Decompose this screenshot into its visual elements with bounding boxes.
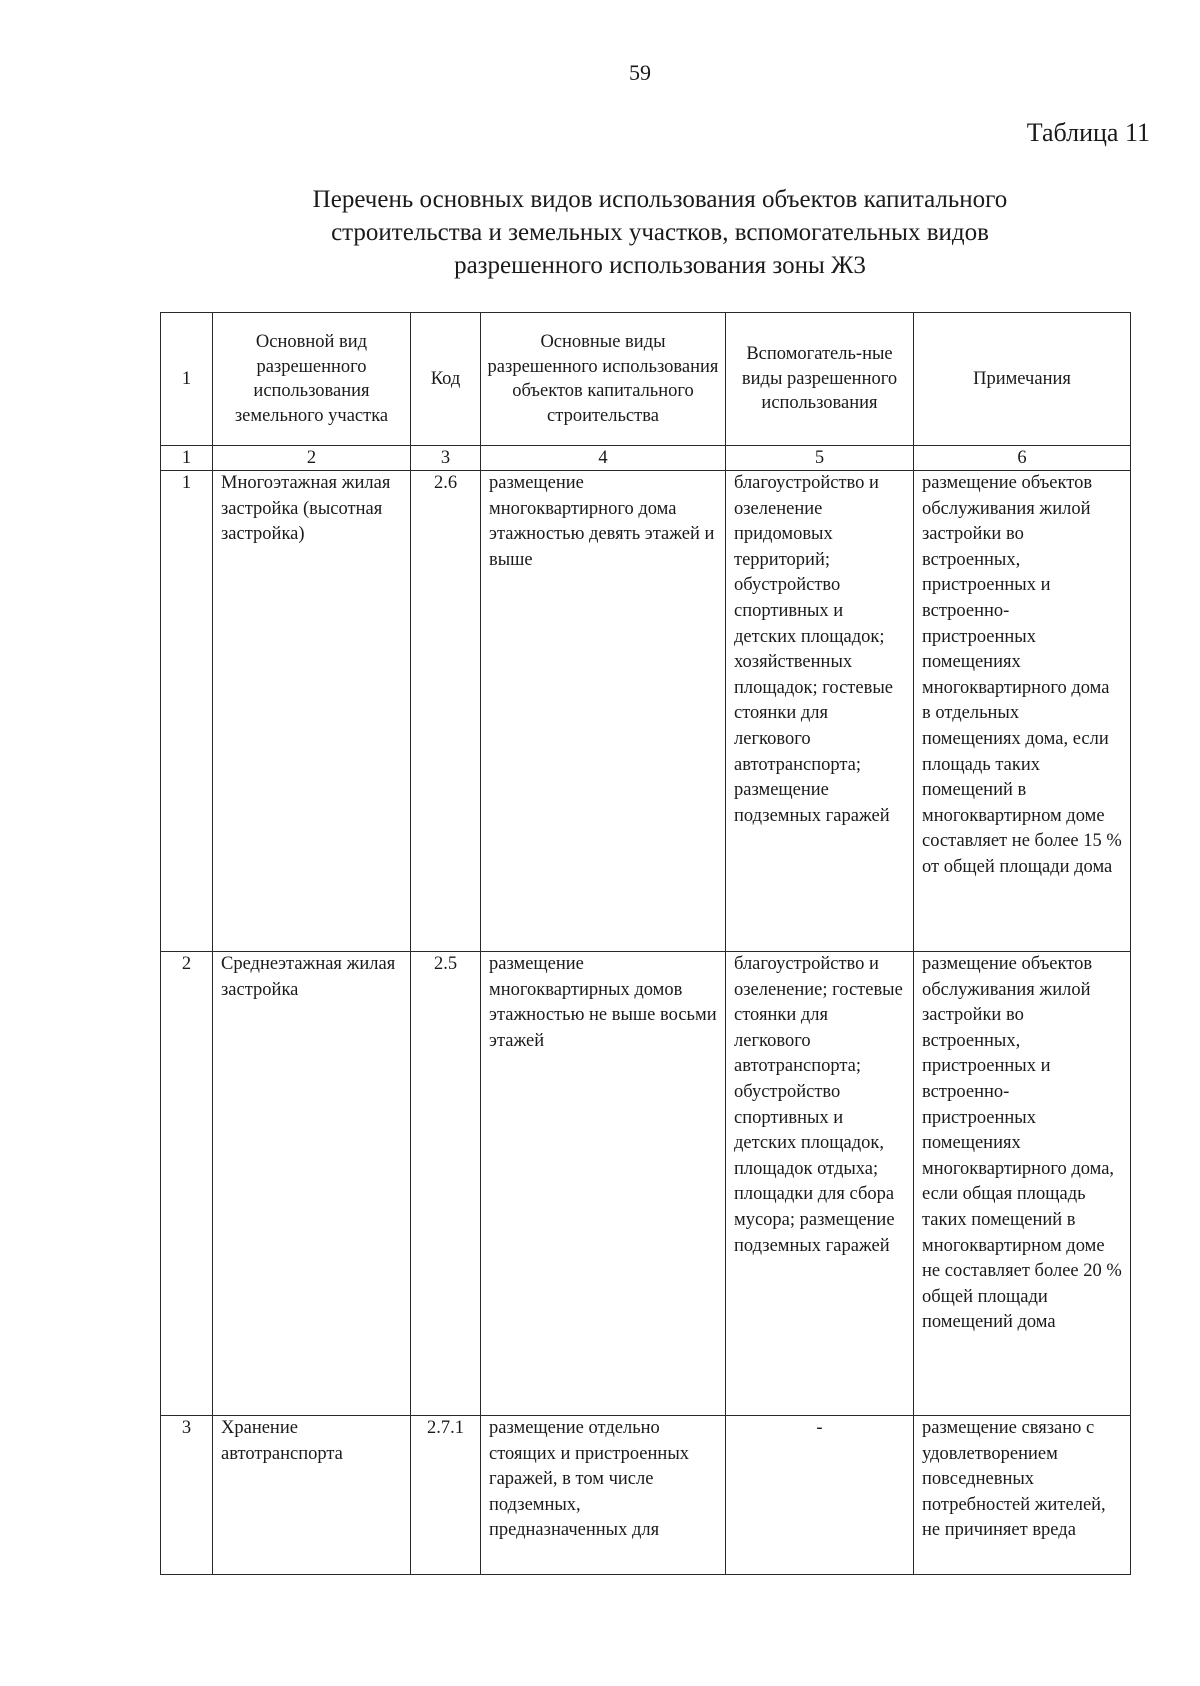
- land-use-cell: Хранение автотранспорта: [221, 1418, 343, 1464]
- table-title: [160, 183, 1160, 282]
- notes-cell: размещение связано с удовлетворением повседневных потребностей жителей, не причиняет вреда: [922, 1418, 1106, 1541]
- notes-cell: размещение объектов обслуживания жилой застройки во встроенных, пристроенных и встроенно-пристроенных помещениях многоквартирного дома в отдельных помещениях дома, если площадь таких помещений в многоквартирном доме составляет не более 15 % от общей площади дома: [922, 473, 1122, 877]
- column-number-row: [161, 446, 1131, 471]
- row-number: 1: [181, 473, 192, 493]
- code-cell: 2.5: [433, 954, 458, 974]
- notes-cell: размещение объектов обслуживания жилой застройки во встроенных, пристроенных и встроенно-пристроенных помещениях многоквартирного дома, если общая площадь таких помещений в многоквартирном доме не составляет более 20 % общей площади помещений дома: [922, 954, 1122, 1333]
- column-number: 4: [481, 446, 726, 471]
- table-label: Таблица 11: [1026, 118, 1150, 147]
- main-use-cell: размещение отдельно стоящих и пристроенных гаражей, в том числе подземных, предназначенных для: [489, 1418, 689, 1541]
- header-cell: Примечания: [914, 313, 1131, 446]
- table-row: [161, 1416, 1131, 1575]
- title-line: разрешенного использования зоны Ж3: [454, 252, 866, 279]
- row-number: 2: [181, 954, 192, 974]
- header-cell: Основные виды разрешенного использования объектов капитального строительства: [481, 313, 726, 446]
- title-line: Перечень основных видов использования объектов капитального: [312, 186, 1008, 213]
- aux-use-cell: благоустройство и озеленение придомовых территорий; обустройство спортивных и детских площадок; хозяйственных площадок; гостевые стоянки для легкового автотранспорта; размещение подземных гаражей: [734, 473, 893, 826]
- header-cell: Код: [411, 313, 481, 446]
- land-use-cell: Многоэтажная жилая застройка (высотная застройка): [221, 473, 391, 545]
- aux-use-cell: благоустройство и озеленение; гостевые стоянки для легкового автотранспорта; обустройство спортивных и детских площадок, площадок отдыха; площадки для сбора мусора; размещение подземных гаражей: [734, 954, 903, 1256]
- code-cell: 2.7.1: [427, 1418, 464, 1438]
- aux-use-cell: -: [816, 1418, 823, 1438]
- table-header-row: [161, 313, 1131, 446]
- table-row: [161, 952, 1131, 1416]
- header-cell: Основной вид разрешенного использования земельного участка: [213, 313, 411, 446]
- header-cell: 1: [161, 313, 213, 446]
- land-use-table: [160, 312, 1131, 1575]
- header-cell: Вспомогатель-ные виды разрешенного использования: [726, 313, 914, 446]
- table-row: [161, 471, 1131, 952]
- page-number: 59: [629, 60, 651, 85]
- column-number: 3: [411, 446, 481, 471]
- column-number: 1: [161, 446, 213, 471]
- row-number: 3: [181, 1418, 192, 1438]
- column-number: 2: [213, 446, 411, 471]
- code-cell: 2.6: [433, 473, 458, 493]
- column-number: 5: [726, 446, 914, 471]
- land-use-cell: Среднеэтажная жилая застройка: [221, 954, 396, 1000]
- column-number: 6: [914, 446, 1131, 471]
- title-line: строительства и земельных участков, вспомогательных видов: [331, 219, 989, 246]
- main-use-cell: размещение многоквартирных домов этажностью не выше восьми этажей: [489, 954, 717, 1051]
- main-use-cell: размещение многоквартирного дома этажностью девять этажей и выше: [489, 473, 715, 570]
